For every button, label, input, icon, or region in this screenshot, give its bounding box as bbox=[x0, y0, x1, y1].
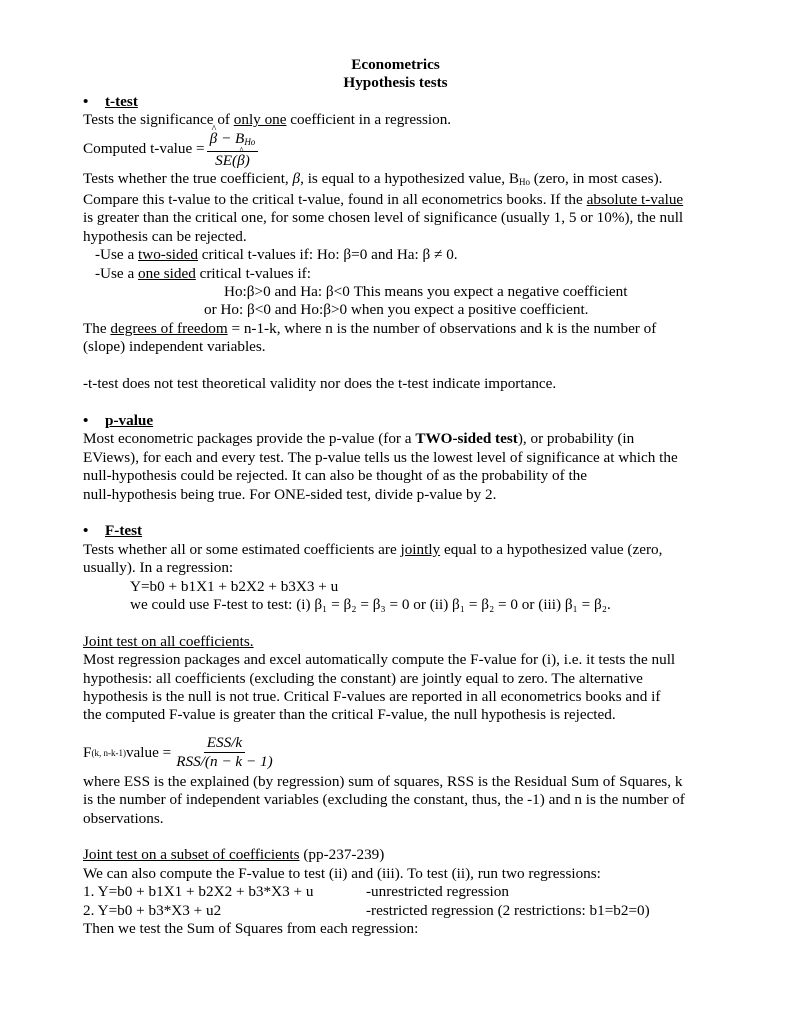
pvalue-paragraph-line: null-hypothesis could be rejected. It can also be thought of as the probability of the bbox=[83, 467, 588, 485]
pvalue-paragraph-line: Most econometric packages provide the p-value (for a TWO-sided test), or probability (in bbox=[83, 430, 635, 448]
f-value-fraction: $\frac{\text{ESS/k}}{\text{RSS/(n − k − 1)}}$ bbox=[176, 734, 273, 771]
sum-of-squares-line: Then we test the Sum of Squares from each regression: bbox=[83, 919, 419, 937]
f-value-formula: F (k, n-k-1) value = $\frac{\text{ESS/k}}{\text{RSS/(n − k − 1)}}$ bbox=[83, 733, 708, 773]
document-page bbox=[83, 56, 708, 938]
restricted-regression: 2. Y=b0 + b3*X3 + u2 -restricted regression (2 restrictions: b1=b2=0) bbox=[83, 901, 650, 919]
ttest-paragraph-line: Compare this t-value to the critical t-value, found in all econometrics books. If the absolute t-value bbox=[83, 191, 684, 209]
unrestricted-regression: 1. Y=b0 + b1X1 + b2X2 + b3*X3 + u -unrestricted regression bbox=[83, 883, 509, 901]
two-sided-rule: -Use a two-sided critical t-values if: Ho: β=0 and Ha: β ≠ 0. bbox=[95, 246, 458, 264]
ttest-intro: Tests the significance of only one coefficient in a regression. bbox=[83, 111, 452, 129]
one-sided-case-positive: or Ho: β<0 and Ho:β>0 when you expect a positive coefficient. bbox=[204, 301, 589, 319]
bullet-icon: • bbox=[83, 411, 89, 429]
ttest-paragraph-line: is greater than the critical one, for some chosen level of significance (usually 1, 5 or 10%), the null bbox=[83, 209, 684, 227]
f-explanation-line: where ESS is the explained (by regression) sum of squares, RSS is the Residual Sum of Squares, k bbox=[83, 772, 683, 790]
degrees-of-freedom: The degrees of freedom = n-1-k, where n is the number of observations and k is the number of bbox=[83, 319, 657, 337]
joint-all-heading: Joint test on all coefficients. bbox=[83, 632, 254, 650]
document-title: Econometrics bbox=[351, 56, 440, 73]
bullet-icon: • bbox=[83, 92, 89, 110]
section-heading-ttest: • t-test bbox=[83, 92, 138, 110]
ttest-paragraph-line: Tests whether the true coefficient, β, is equal to a hypothesized value, $B_{Ho}$ (zero, in most cases). bbox=[83, 169, 663, 187]
joint-all-line: the computed F-value is greater than the critical F-value, the null hypothesis is rejected. bbox=[83, 706, 616, 724]
bullet-icon: • bbox=[83, 522, 89, 540]
section-heading-ftest: • F-test bbox=[83, 522, 143, 540]
joint-all-line: hypothesis is the null is not true. Critical F-values are reported in all econometrics books and if bbox=[83, 687, 661, 705]
ftest-paragraph-line: Tests whether all or some estimated coefficients are jointly equal to a hypothesized value (zero, bbox=[83, 540, 663, 558]
section-heading-pvalue: • p-value bbox=[83, 411, 154, 429]
ftest-hypotheses: we could use F-test to test: (i) β₁ = β₂ = β₃ = 0 or (ii) β₁ = β₂ = 0 or (iii) β₁ = β₂. bbox=[130, 595, 611, 613]
pvalue-paragraph-line: null-hypothesis being true. For ONE-sided test, divide p-value by 2. bbox=[83, 485, 497, 503]
ftest-paragraph-line: usually). In a regression: bbox=[83, 559, 234, 577]
f-explanation-line: is the number of independent variables (excluding the constant, thus, the -1) and n is the number of bbox=[83, 791, 685, 809]
degrees-of-freedom-cont: (slope) independent variables. bbox=[83, 338, 266, 356]
ttest-note: -t-test does not test theoretical validity nor does the t-test indicate importance. bbox=[83, 375, 557, 393]
joint-all-line: Most regression packages and excel automatically compute the F-value for (i), i.e. it tests the null bbox=[83, 651, 676, 669]
one-sided-rule: -Use a one sided critical t-values if: bbox=[95, 264, 311, 282]
document-subtitle: Hypothesis tests bbox=[343, 74, 448, 92]
joint-subset-line: We can also compute the F-value to test (ii) and (iii). To test (ii), run two regressions: bbox=[83, 864, 601, 882]
f-explanation-line: observations. bbox=[83, 809, 164, 827]
regression-equation: Y=b0 + b1X1 + b2X2 + b3X3 + u bbox=[130, 577, 339, 595]
pvalue-paragraph-line: EViews), for each and every test. The p-value tells us the lowest level of significance at which the bbox=[83, 448, 678, 466]
joint-all-line: hypothesis: all coefficients (excluding the constant) are jointly equal to zero. The alternative bbox=[83, 669, 643, 687]
t-value-formula: Computed t-value = ^ $\frac{\beta - B_{Ho}}{SE(\^{} \beta)}$ bbox=[83, 130, 708, 170]
t-value-fraction: ^ $\frac{\beta - B_{Ho}}{SE(\^{} \beta)}$ bbox=[207, 130, 259, 170]
one-sided-case-negative: Ho:β>0 and Ha: β<0 This means you expect a negative coefficient bbox=[224, 283, 628, 301]
joint-subset-heading: Joint test on a subset of coefficients (pp-237-239) bbox=[83, 846, 385, 864]
ttest-paragraph-line: hypothesis can be rejected. bbox=[83, 227, 247, 245]
